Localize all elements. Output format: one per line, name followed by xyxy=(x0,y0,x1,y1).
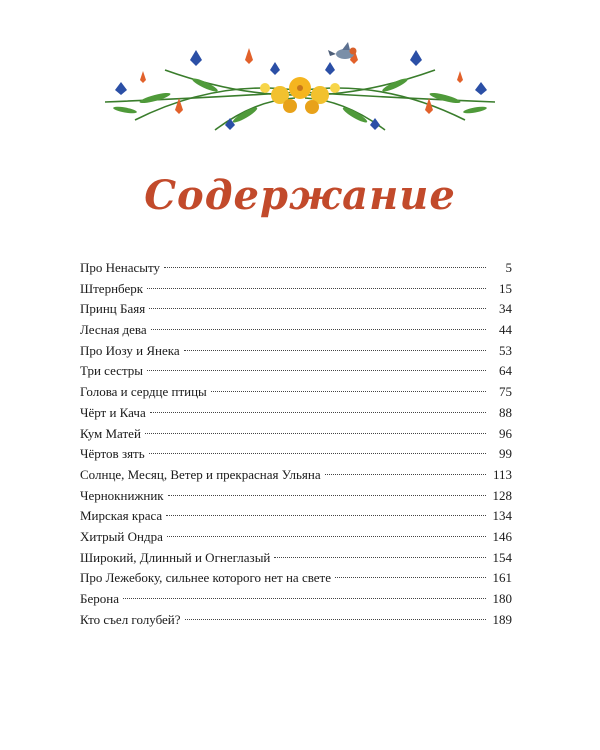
toc-entry-page: 44 xyxy=(499,322,512,338)
toc-entry-page: 5 xyxy=(505,260,512,275)
toc-entry-title: Три сестры xyxy=(80,363,144,379)
toc-entry[interactable] xyxy=(80,424,512,445)
toc-entry-title: Чёртов зять xyxy=(80,446,145,462)
toc-entry-title: Принц Баяя xyxy=(80,301,146,317)
toc-entry[interactable] xyxy=(80,320,512,341)
bird-icon xyxy=(328,42,357,59)
toc-entry[interactable] xyxy=(80,361,512,382)
dot-leader xyxy=(149,308,486,309)
toc-entry-title: Кум Матей xyxy=(80,425,141,441)
toc-entry-title: Кто съел голубей? xyxy=(80,611,181,627)
toc-entry[interactable] xyxy=(80,299,512,320)
toc-entry[interactable] xyxy=(80,341,512,362)
toc-entry[interactable] xyxy=(80,548,512,569)
toc-entry-page: 99 xyxy=(499,446,512,462)
dot-leader xyxy=(166,515,486,516)
toc-entry-title: Широкий, Длинный и Огнеглазый xyxy=(80,549,271,565)
dot-leader xyxy=(151,329,486,330)
toc-entry-title: Голова и сердце птицы xyxy=(80,384,207,400)
toc-entry-title: Про Ненасыту xyxy=(80,260,161,275)
toc-entry-title: Чернокнижник xyxy=(80,487,164,503)
toc-entry-title: Хитрый Ондра xyxy=(80,528,163,544)
toc-entry-title: Лесная дева xyxy=(80,322,147,338)
toc-entry[interactable] xyxy=(80,527,512,548)
toc-entry-title: Чёрт и Кача xyxy=(80,404,146,420)
dot-leader xyxy=(164,267,486,268)
dot-leader xyxy=(335,577,486,578)
dot-leader xyxy=(167,536,486,537)
toc-entry[interactable] xyxy=(80,465,512,486)
toc-entry-title: Про Иозу и Янека xyxy=(80,342,180,358)
toc-entry[interactable] xyxy=(80,486,512,507)
toc-entry-title: Про Лежебоку, сильнее которого нет на свете xyxy=(80,570,331,586)
toc-entry-page: 34 xyxy=(499,301,512,317)
toc-entry[interactable] xyxy=(80,444,512,465)
toc-entry-page: 75 xyxy=(499,384,512,400)
dot-leader xyxy=(147,288,486,289)
dot-leader xyxy=(145,433,486,434)
floral-garland-icon xyxy=(95,40,505,140)
toc-entry[interactable] xyxy=(80,382,512,403)
dot-leader xyxy=(325,474,486,475)
toc-entry-page: 161 xyxy=(492,570,512,586)
dot-leader xyxy=(168,495,486,496)
toc-entry[interactable] xyxy=(80,403,512,424)
dot-leader xyxy=(123,598,486,599)
dot-leader xyxy=(149,453,486,454)
toc-entry-page: 53 xyxy=(499,342,512,358)
toc-entry-page: 88 xyxy=(499,404,512,420)
toc-entry-page: 180 xyxy=(492,591,512,606)
table-of-contents xyxy=(80,258,512,630)
dot-leader xyxy=(150,412,486,413)
toc-entry-page: 64 xyxy=(499,363,512,379)
toc-entry-page: 189 xyxy=(492,611,512,627)
toc-entry-title: Солнце, Месяц, Ветер и прекрасная Ульяна xyxy=(80,466,321,482)
toc-entry-page: 113 xyxy=(492,466,512,482)
toc-entry-title: Берона xyxy=(80,591,119,606)
toc-entry-title: Мирская краса xyxy=(80,508,163,524)
toc-entry-page: 146 xyxy=(492,528,512,544)
dot-leader xyxy=(147,370,486,371)
toc-entry-page: 134 xyxy=(492,508,512,524)
toc-entry[interactable] xyxy=(80,279,512,300)
dot-leader xyxy=(185,619,486,620)
toc-entry[interactable] xyxy=(80,506,512,527)
toc-entry-page: 96 xyxy=(499,425,512,441)
dot-leader xyxy=(184,350,486,351)
page-title: Содержание xyxy=(144,172,456,219)
toc-entry-page: 154 xyxy=(492,549,512,565)
dot-leader xyxy=(274,557,486,558)
toc-entry-page: 15 xyxy=(499,280,512,296)
toc-entry-page: 128 xyxy=(492,487,512,503)
toc-entry[interactable] xyxy=(80,589,512,610)
toc-entry[interactable] xyxy=(80,258,512,279)
toc-entry[interactable] xyxy=(80,568,512,589)
toc-entry-title: Штернберк xyxy=(80,280,144,296)
dot-leader xyxy=(211,391,486,392)
toc-entry[interactable] xyxy=(80,610,512,631)
